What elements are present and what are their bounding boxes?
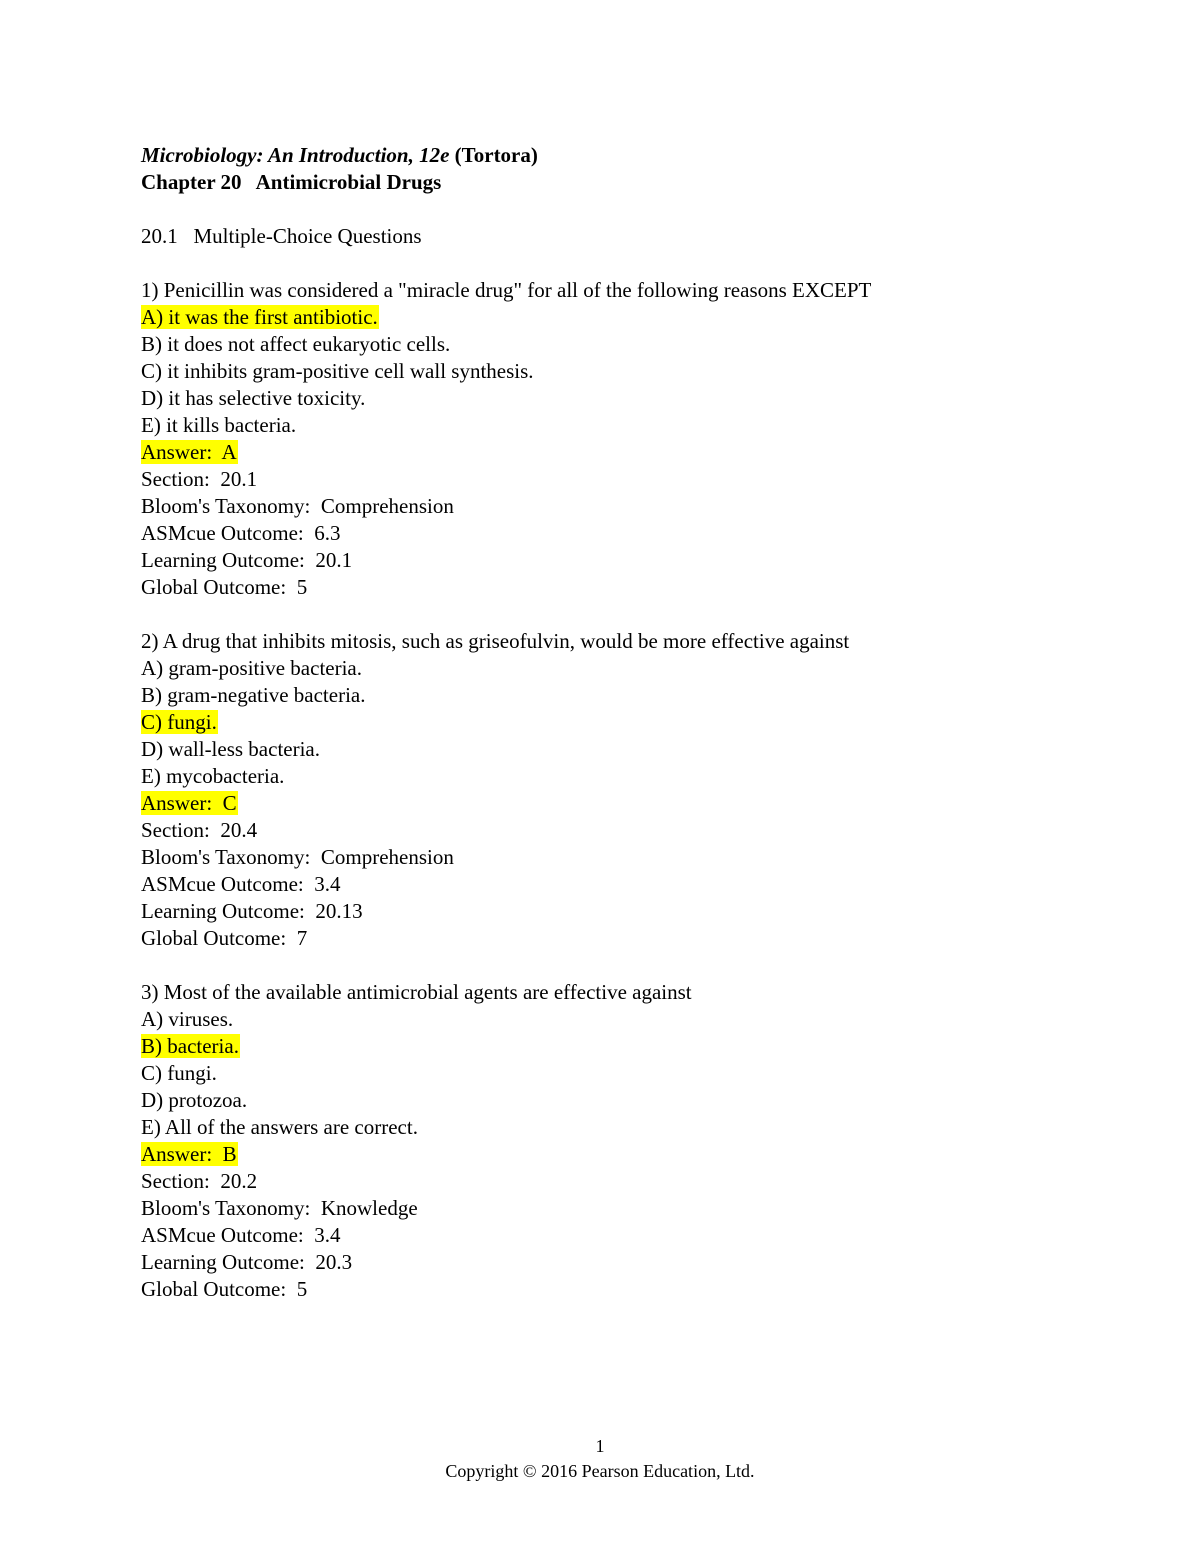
answer-line	[141, 790, 1061, 817]
option-text: E) it kills bacteria.	[141, 413, 297, 437]
option-b	[141, 682, 1061, 709]
option-text: A) viruses.	[141, 1007, 234, 1031]
question-3	[141, 979, 1061, 1303]
option-a	[141, 655, 1061, 682]
option-b	[141, 331, 1061, 358]
option-text: A) gram-positive bacteria.	[141, 656, 362, 680]
option-text: B) bacteria.	[141, 1034, 239, 1058]
option-e	[141, 1114, 1061, 1141]
option-c	[141, 709, 1061, 736]
learning-outcome: Learning Outcome: 20.3	[141, 1250, 353, 1274]
option-text: E) All of the answers are correct.	[141, 1115, 418, 1139]
book-title-line	[141, 142, 1061, 169]
answer-text: Answer: B	[141, 1142, 237, 1166]
blooms-taxonomy: Bloom's Taxonomy: Comprehension	[141, 494, 454, 518]
question-stem: 2) A drug that inhibits mitosis, such as griseofulvin, would be more effective against	[141, 629, 850, 653]
section-heading: 20.1 Multiple-Choice Questions	[141, 224, 422, 248]
option-b	[141, 1033, 1061, 1060]
asmcue-outcome: ASMcue Outcome: 3.4	[141, 1223, 341, 1247]
option-a	[141, 304, 1061, 331]
global-outcome: Global Outcome: 5	[141, 1277, 308, 1301]
option-c	[141, 358, 1061, 385]
book-title: Microbiology: An Introduction, 12e	[141, 143, 450, 167]
chapter-label: Chapter 20	[141, 170, 242, 194]
option-text: C) it inhibits gram-positive cell wall synthesis.	[141, 359, 534, 383]
blooms-taxonomy: Bloom's Taxonomy: Knowledge	[141, 1196, 418, 1220]
option-text: B) gram-negative bacteria.	[141, 683, 366, 707]
learning-outcome: Learning Outcome: 20.13	[141, 899, 363, 923]
question-1	[141, 277, 1061, 601]
question-stem: 3) Most of the available antimicrobial agents are effective against	[141, 980, 692, 1004]
copyright-notice: Copyright © 2016 Pearson Education, Ltd.	[445, 1461, 755, 1481]
option-text: D) protozoa.	[141, 1088, 248, 1112]
option-e	[141, 763, 1061, 790]
option-text: C) fungi.	[141, 1061, 217, 1085]
option-d	[141, 1087, 1061, 1114]
answer-line	[141, 1141, 1061, 1168]
answer-line	[141, 439, 1061, 466]
blooms-taxonomy: Bloom's Taxonomy: Comprehension	[141, 845, 454, 869]
option-c	[141, 1060, 1061, 1087]
question-2	[141, 628, 1061, 952]
section-ref: Section: 20.1	[141, 467, 258, 491]
option-text: C) fungi.	[141, 710, 217, 734]
global-outcome: Global Outcome: 5	[141, 575, 308, 599]
option-e	[141, 412, 1061, 439]
option-d	[141, 385, 1061, 412]
page-number: 1	[595, 1436, 605, 1456]
asmcue-outcome: ASMcue Outcome: 6.3	[141, 521, 341, 545]
option-text: D) wall-less bacteria.	[141, 737, 321, 761]
option-a	[141, 1006, 1061, 1033]
option-text: E) mycobacteria.	[141, 764, 285, 788]
chapter-title-line	[141, 169, 1061, 196]
learning-outcome: Learning Outcome: 20.1	[141, 548, 353, 572]
section-ref: Section: 20.4	[141, 818, 258, 842]
page-content	[141, 142, 1061, 1303]
option-text: D) it has selective toxicity.	[141, 386, 366, 410]
option-d	[141, 736, 1061, 763]
section-ref: Section: 20.2	[141, 1169, 258, 1193]
answer-text: Answer: C	[141, 791, 237, 815]
book-author: (Tortora)	[454, 143, 538, 167]
option-text: A) it was the first antibiotic.	[141, 305, 378, 329]
question-stem: 1) Penicillin was considered a "miracle drug" for all of the following reasons EXCEPT	[141, 278, 872, 302]
asmcue-outcome: ASMcue Outcome: 3.4	[141, 872, 341, 896]
chapter-title: Antimicrobial Drugs	[255, 170, 442, 194]
global-outcome: Global Outcome: 7	[141, 926, 308, 950]
option-text: B) it does not affect eukaryotic cells.	[141, 332, 451, 356]
answer-text: Answer: A	[141, 440, 237, 464]
